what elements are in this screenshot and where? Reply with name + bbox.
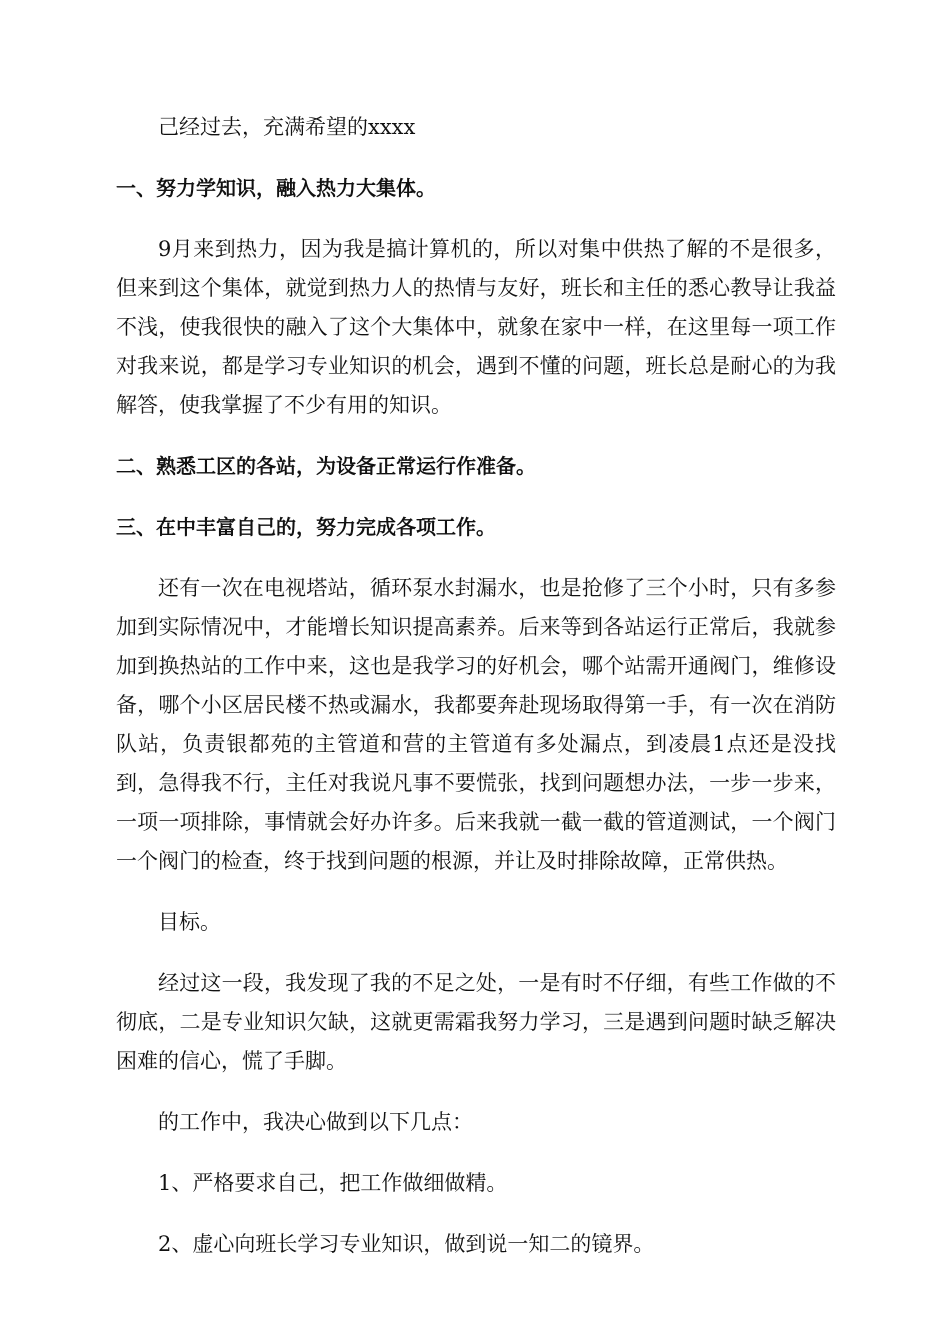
section-heading-1: 一、努力学知识，融入热力大集体。 — [116, 176, 436, 200]
list-item-1: 1、严格要求自己，把工作做细做精。 — [158, 1171, 508, 1195]
body-paragraph-3: 经过这一段，我发现了我的不足之处，一是有时不仔细，有些工作做的不彻底，二是专业知识欠缺，这就更需霜我努力学习，三是遇到问题时缺乏解决困难的信心，慌了手脚。 — [116, 971, 836, 1073]
list-item-2: 2、虚心向班长学习专业知识，做到说一知二的镜界。 — [158, 1232, 655, 1256]
section-heading-2: 二、熟悉工区的各站，为设备正常运行作准备。 — [116, 454, 536, 478]
goal-line: 目标。 — [158, 910, 221, 934]
intro-line: 己经过去，充满希望的xxxx — [158, 115, 416, 139]
section-heading-3: 三、在中丰富自己的，努力完成各项工作。 — [116, 515, 496, 539]
body-paragraph-2: 还有一次在电视塔站，循环泵水封漏水，也是抢修了三个小时，只有多参加到实际情况中，才能增长知识提高素养。后来等到各站运行正常后，我就参加到换热站的工作中来，这也是我学习的好机会，哪个站需开通阀门，维修设备，哪个小区居民楼不热或漏水，我都要奔赴现场取得第一手，有一次在消防队站，负责银都苑的主管道和营的主管道有多处漏点，到凌晨1点还是没找到，急得我不行，主任对我说凡事不要慌张，找到问题想办法，一步一步来，一项一项排除，事情就会好办许多。后来我就一截一截的管道测试，一个阀门一个阀门的检查，终于找到问题的根源，并让及时排除故障，正常供热。 — [116, 576, 836, 873]
body-paragraph-1: 9月来到热力，因为我是搞计算机的，所以对集中供热了解的不是很多，但来到这个集体，就觉到热力人的热情与友好，班长和主任的悉心教导让我益不浅，使我很快的融入了这个大集体中，就象在家中一样，在这里每一项工作对我来说，都是学习专业知识的机会，遇到不懂的问题，班长总是耐心的为我解答，使我掌握了不少有用的知识。 — [116, 237, 836, 417]
document-page — [116, 108, 836, 1286]
body-paragraph-4: 的工作中，我决心做到以下几点： — [158, 1110, 473, 1134]
